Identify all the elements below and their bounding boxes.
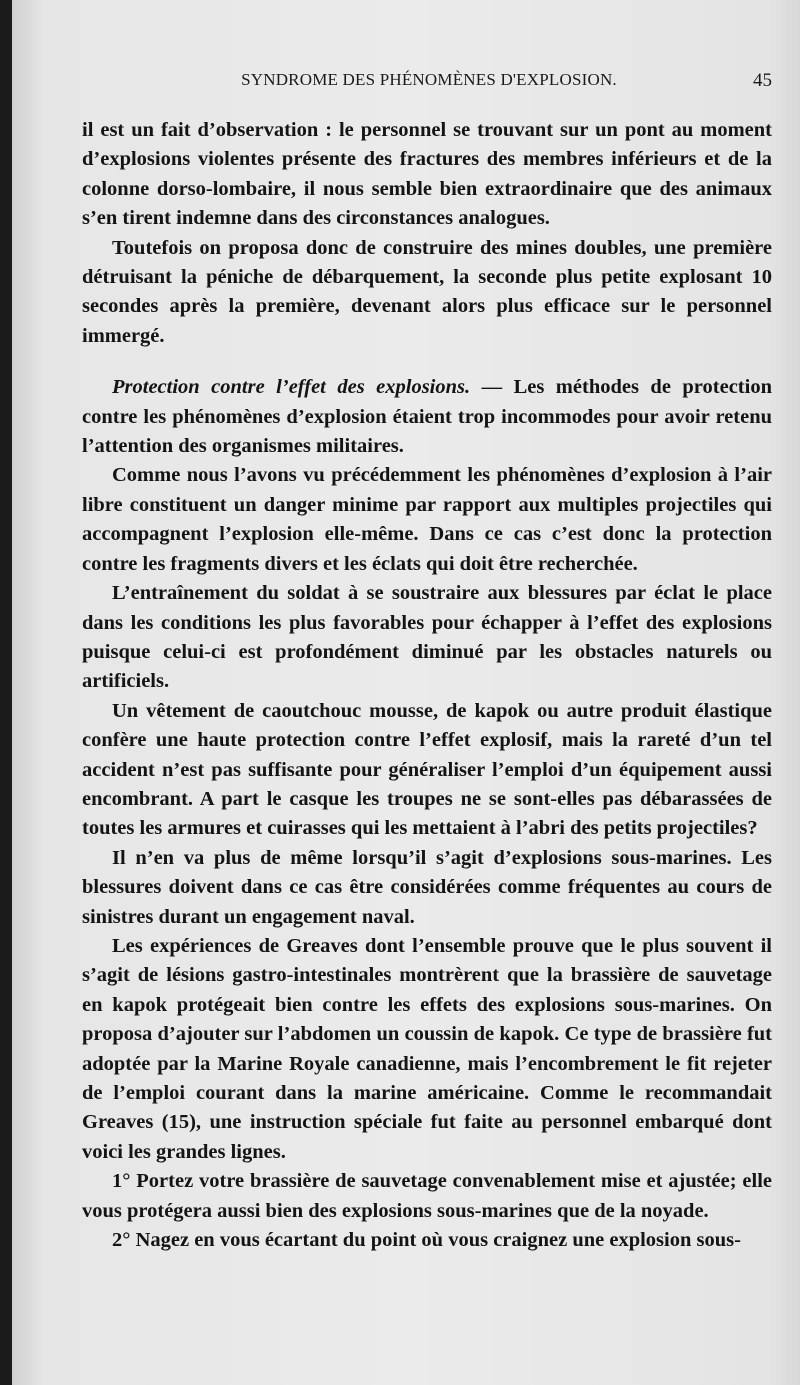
- section-heading: Protection contre l’effet des explosions.: [112, 376, 471, 399]
- page-header: [86, 70, 772, 98]
- paragraph-7: Il n’en va plus de même lorsqu’il s’agit d’explosions sous-marines. Les blessures doivent dans ce cas être considérées comme fréquentes au cours de sinistres durant un engagement naval.: [82, 846, 772, 928]
- paragraph-2: Toutefois on proposa donc de construire des mines doubles, une première détruisant la péniche de débarquement, la seconde plus petite explosant 10 secondes après la première, devenant alors plus efficace sur le personnel immergé.: [82, 236, 772, 347]
- paragraph-10: 2° Nagez en vous écartant du point où vous craignez une explosion sous-: [112, 1229, 741, 1252]
- paragraph-6: Un vêtement de caoutchouc mousse, de kapok ou autre produit élastique confère une haute protection contre l’effet explosif, mais la rareté d’un tel accident n’est pas suffisante pour généraliser l’emploi d’un équipement aussi encombrant. A part le casque les troupes ne se sont-elles pas débarassées de toutes les armures et cuirasses qui les mettaient à l’abri des petits projectiles?: [82, 699, 772, 840]
- page-number: 45: [753, 70, 772, 91]
- paragraph-3-text: — Les méthodes de protection contre les phénomènes d’explosion étaient trop incommodes pour avoir retenu l’attention des organismes militaires.: [82, 376, 772, 458]
- book-page: [12, 0, 800, 1385]
- paragraph-3: [82, 373, 772, 461]
- body-text: [82, 116, 772, 1255]
- running-title: SYNDROME DES PHÉNOMÈNES D'EXPLOSION.: [241, 70, 617, 89]
- paragraph-4: Comme nous l’avons vu précédemment les phénomènes d’explosion à l’air libre constituent un danger minime par rapport aux multiples projectiles qui accompagnent l’explosion elle-même. Dans ce cas c’est donc la protection contre les fragments divers et les éclats qui doit être recherchée.: [82, 464, 772, 575]
- paragraph-5: L’entraînement du soldat à se soustraire aux blessures par éclat le place dans les conditions les plus favorables pour échapper à l’effet des explosions puisque celui-ci est profondément diminué par les obstacles naturels ou artificiels.: [82, 582, 772, 693]
- paragraph-8: Les expériences de Greaves dont l’ensemble prouve que le plus souvent il s’agit de lésions gastro-intestinales montrèrent que la brassière de sauvetage en kapok protégeait bien contre les effets des explosions sous-marines. On proposa d’ajouter sur l’abdomen un coussin de kapok. Ce type de brassière fut adoptée par la Marine Royale canadienne, mais l’encombrement le fit rejeter de l’emploi courant dans la marine américaine. Comme le recommandait Greaves (15), une instruction spéciale fut faite au personnel embarqué dont voici les grandes lignes.: [82, 934, 772, 1163]
- paragraph-1: il est un fait d’observation : le personnel se trouvant sur un pont au moment d’explosions violentes présente des fractures des membres inférieurs et de la colonne dorso-lombaire, il nous semble bien extraordinaire que des animaux s’en tirent indemne dans des circonstances analogues.: [82, 119, 772, 230]
- paragraph-9: 1° Portez votre brassière de sauvetage convenablement mise et ajustée; elle vous protégera aussi bien des explosions sous-marines que de la noyade.: [82, 1170, 772, 1222]
